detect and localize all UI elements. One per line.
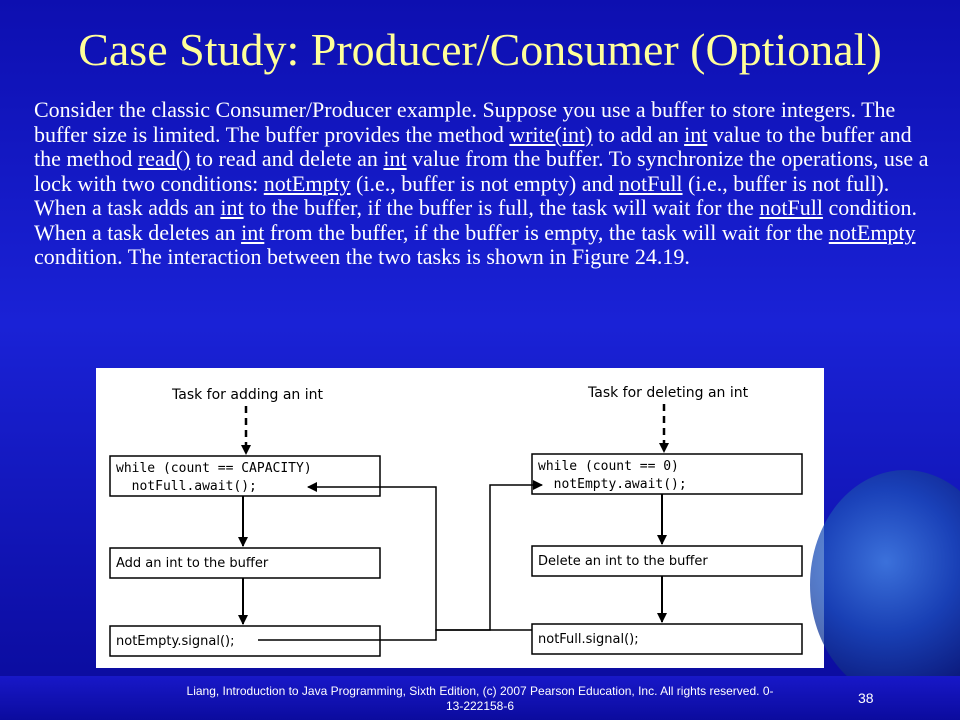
right-while-line1: while (count == 0) — [538, 459, 679, 474]
left-add-text: Add an int to the buffer — [116, 556, 269, 571]
paragraph-text-segment: from the buffer, if the buffer is empty, the task will wait for the — [264, 219, 829, 245]
underlined-term: notFull — [759, 195, 823, 220]
underlined-term: notEmpty — [828, 219, 916, 245]
right-signal-text: notFull.signal(); — [538, 632, 639, 647]
paragraph-text-segment: (i.e., buffer is not full). When a task adds an — [34, 170, 890, 220]
slide-body-paragraph — [34, 98, 934, 270]
underlined-term: notFull — [618, 170, 683, 196]
underlined-term: int — [220, 195, 244, 220]
right-task-label: Task for deleting an int — [588, 385, 749, 401]
producer-consumer-figure — [96, 368, 824, 668]
paragraph-text-segment: to the buffer, if the buffer is full, the task will wait for the — [243, 195, 760, 220]
right-delete-text: Delete an int to the buffer — [538, 554, 708, 569]
underlined-term: int — [241, 219, 265, 245]
paragraph-text-segment: condition. When a task deletes an — [34, 195, 918, 245]
paragraph-text-segment: value to the buffer and the method — [34, 121, 912, 171]
left-task-label: Task for adding an int — [172, 387, 323, 403]
paragraph-text-segment: (i.e., buffer is not empty) and — [350, 170, 619, 196]
underlined-term: notEmpty — [263, 170, 351, 196]
slide-title: Case Study: Producer/Consumer (Optional) — [78, 24, 882, 75]
paragraph-text-segment: value from the buffer. To synchronize the operations, use a lock with two conditions: — [34, 146, 929, 196]
paragraph-text-segment: to add an — [592, 121, 685, 147]
paragraph-text-segment: condition. The interaction between the two tasks is shown in Figure 24.19. — [34, 244, 690, 269]
underlined-term: int — [684, 121, 708, 147]
underlined-term: write(int) — [509, 121, 593, 147]
page-number: 38 — [858, 690, 874, 706]
right-await-line: notEmpty.await(); — [538, 477, 687, 492]
slide-footer: Liang, Introduction to Java Programming, Sixth Edition, (c) 2007 Pearson Education, Inc. All rights reserved. 0-13-222158-6 — [186, 684, 774, 713]
paragraph-text-segment: Consider the classic Consumer/Producer example. Suppose you use a buffer to store integers. The buffer size is limited. The buffer provides the method — [34, 97, 896, 147]
left-while-line1: while (count == CAPACITY) — [116, 461, 312, 476]
globe-decoration — [810, 470, 960, 700]
left-signal-text: notEmpty.signal(); — [116, 634, 235, 649]
figure-diagram — [96, 368, 824, 668]
left-await-line: notFull.await(); — [116, 479, 257, 494]
underlined-term: read() — [137, 146, 191, 171]
paragraph-text-segment: to read and delete an — [190, 146, 384, 171]
underlined-term: int — [383, 146, 407, 171]
